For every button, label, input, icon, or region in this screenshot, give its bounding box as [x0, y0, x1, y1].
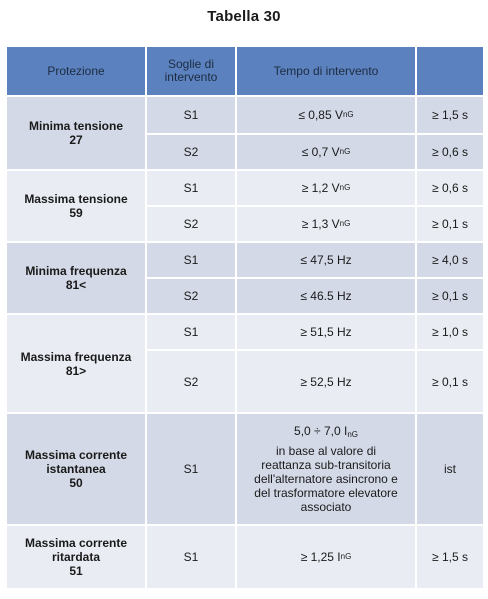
time-cell: ≥ 0,1 s: [417, 279, 483, 313]
value-cell: 5,0 ÷ 7,0 $I_{nG}$ in base al valore di reattanza sub-transitoria dell'alternatore asincrono e del trasformatore elevatore associato: [237, 414, 415, 524]
header-tempo: Tempo di intervento: [237, 47, 415, 95]
value-cell: ≤ 0,85 V nG: [237, 97, 415, 133]
protection-code: 51: [69, 564, 83, 578]
value-cell: ≥ 51,5 Hz: [237, 315, 415, 349]
protection-cell: [7, 97, 145, 169]
value-cell: ≥ 1,2 V nG: [237, 171, 415, 205]
threshold-cell: S2: [147, 351, 235, 412]
time-cell: ≥ 0,1 s: [417, 351, 483, 412]
time-cell: ist: [417, 414, 483, 524]
value-cell: ≥ 1,3 V nG: [237, 207, 415, 241]
threshold-cell: S2: [147, 279, 235, 313]
time-cell: ≥ 0,6 s: [417, 135, 483, 169]
protection-code: 59: [69, 206, 83, 220]
threshold-cell: S1: [147, 243, 235, 277]
threshold-cell: S1: [147, 526, 235, 588]
value-cell: ≤ 46.5 Hz: [237, 279, 415, 313]
protection-cell: [7, 243, 145, 313]
value-cell: ≤ 47,5 Hz: [237, 243, 415, 277]
time-cell: ≥ 4,0 s: [417, 243, 483, 277]
table-title: Tabella 30: [207, 8, 281, 25]
protection-name: Minima tensione: [28, 119, 123, 133]
time-cell: ≥ 1,0 s: [417, 315, 483, 349]
time-cell: ≥ 1,5 s: [417, 97, 483, 133]
protection-cell: [7, 414, 145, 524]
protection-code: 50: [69, 476, 83, 490]
header-empty: [417, 47, 483, 95]
header-soglie: Soglie di intervento: [147, 47, 235, 95]
time-cell: ≥ 1,5 s: [417, 526, 483, 588]
protection-name: Massima corrente istantanea: [24, 448, 128, 476]
value-note: in base al valore di reattanza sub-transitoria dell'alternatore asincrono e del trasformatore elevatore associato: [254, 444, 398, 514]
value-cell: ≥ 52,5 Hz: [237, 351, 415, 412]
threshold-cell: S2: [147, 135, 235, 169]
protection-code: 27: [69, 133, 83, 147]
protection-code: 81>: [65, 363, 87, 378]
time-cell: ≥ 0,6 s: [417, 171, 483, 205]
protection-name: Massima frequenza: [20, 349, 132, 364]
threshold-cell: S1: [147, 171, 235, 205]
header-protezione: Protezione: [7, 47, 145, 95]
value-cell: ≥ 1,25 I nG: [237, 526, 415, 588]
protection-name: Massima corrente ritardata: [24, 536, 128, 564]
threshold-cell: S2: [147, 207, 235, 241]
protection-cell: [7, 171, 145, 241]
threshold-cell: S1: [147, 315, 235, 349]
protection-cell: [7, 526, 145, 588]
protection-cell: [7, 315, 145, 412]
protection-name: Massima tensione: [24, 192, 128, 206]
protection-code: 81<: [65, 278, 87, 292]
value-cell: ≤ 0,7 V nG: [237, 135, 415, 169]
threshold-cell: S1: [147, 414, 235, 524]
protection-name: Minima frequenza: [25, 264, 127, 278]
time-cell: ≥ 0,1 s: [417, 207, 483, 241]
threshold-cell: S1: [147, 97, 235, 133]
